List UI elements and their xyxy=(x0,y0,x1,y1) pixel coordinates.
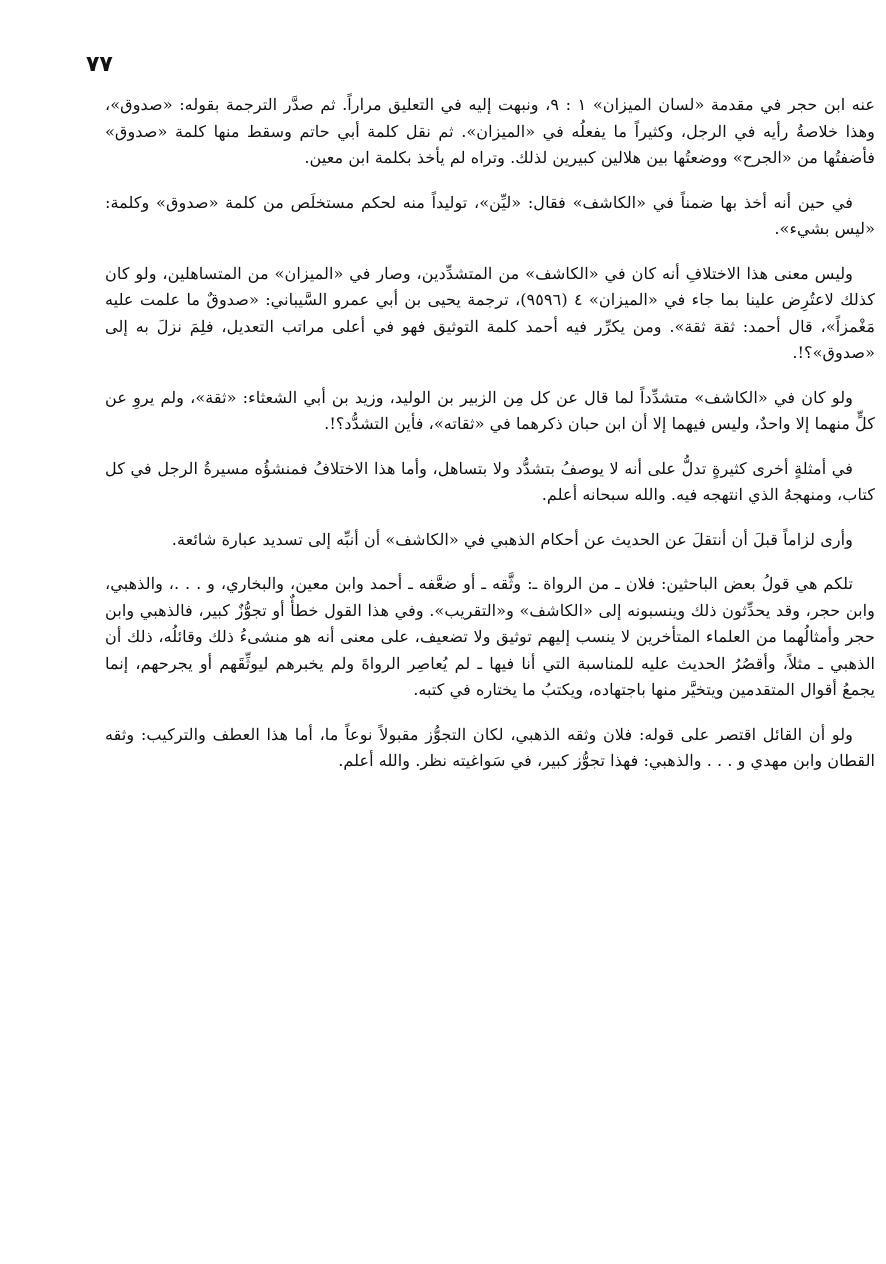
paragraph-3: وليس معنى هذا الاختلافِ أنه كان في «الكاشف» من المتشدِّدين، وصار في «الميزان» من المتساهلين، ولو كان كذلك لاعتُرِض علينا بما جاء في «الميزان» ٤ (٩٥٩٦)، ترجمة يحيى بن أبي عمرو السَّيباني: «صدوقٌ ما علمت عليه مَغْمزاً»، قال أحمد: ثقة ثقة». ومن يكرِّر فيه أحمد كلمة التوثيق فهو في أعلى مراتب التعديل، فلِمَ نزلَ به إلى «صدوق»؟!. xyxy=(105,263,875,362)
paragraph-4: ولو كان في «الكاشف» متشدِّداً لما قال عن كل مِن الزبير بن الوليد، وزيد بن أبي الشعثاء: «ثقة»، ولم يروِ عن كلٍّ منهما إلا واحدٌ، وليس فيهما إلا أن ابن حبان ذكرهما في «ثقاته»، فأين التشدُّد؟!. xyxy=(105,387,875,433)
paragraph-5: في أمثلةٍ أخرى كثيرةٍ تدلُّ على أنه لا يوصفُ بتشدُّد ولا بتساهل، وأما هذا الاختلافُ فمنشؤُه مسيرةُ الرجل في كل كتاب، ومنهجهُ الذي انتهجه فيه. والله سبحانه أعلم. xyxy=(105,458,875,504)
page-number: ٧٧ xyxy=(86,52,113,77)
paragraph-8: ولو أن القائل اقتصر على قوله: فلان وثقه الذهبي، لكان التجوُّز مقبولاً نوعاً ما، أما هذا العطف والتركيب: وثقه القطان وابن مهدي و . . . والذهبي: فهذا تجوُّز كبير، في سَواغيته نظر. والله أعلم. xyxy=(105,724,875,770)
paragraph-7: تلكم هي قولُ بعض الباحثين: فلان ـ من الرواة ـ: وثَّقه ـ أو ضعَّفه ـ أحمد وابن معين، والبخاري، و . . .، والذهبي، وابن حجر، وقد يحدِّثون ذلك وينسبونه إلى «الكاشف» و«التقريب». وفي هذا القول خطأٌ أو تجوُّزٌ كبير، فالذهبي وابن حجر وأمثالُهما من العلماء المتأخرين لا ينسب إليهم توثيق ولا تضعيف، على معنى أنه هو منشىءُ ذلك وقائلُه، ذلك أن الذهبي ـ مثلاً، وأقصُرُ الحديث عليه للمناسبة التي أنا فيها ـ لم يُعاصِر الرواةَ ولم يخبرهم ليوثِّقَهم أو يجرحهم، إنما يجمعُ أقوال المتقدمين ويتخيَّر منها باجتهاده، ويكتبُ ما يختاره في كتبه. xyxy=(105,574,875,699)
page-body xyxy=(105,92,875,793)
paragraph-2: في حين أنه أخذ بها ضمناً في «الكاشف» فقال: «ليِّن»، توليداً منه لحكم مستخلَص من كلمة «صدوق» وكلمة: «ليس بشيء». xyxy=(105,192,875,238)
paragraph-1: عنه ابن حجر في مقدمة «لسان الميزان» ١ : ٩، ونبهت إليه في التعليق مراراً. ثم صدَّر الترجمة بقوله: «صدوق»، وهذا خلاصةُ رأيه في الرجل، وكثيراً ما يفعلُه في «الميزان». ثم نقل كلمة أبي حاتم وسقط منها كلمة «صدوق» فأضفتُها من «الجرح» ووضعتُها بين هلالين كبيرين لذلك. وتراه لم يأخذ بكلمة ابن معين. xyxy=(105,95,875,167)
paragraph-6: وأرى لزاماً قبلَ أن أنتقلَ عن الحديث عن أحكام الذهبي في «الكاشف» أن أنبِّه إلى تسديد عبارة شائعة. xyxy=(171,529,853,549)
